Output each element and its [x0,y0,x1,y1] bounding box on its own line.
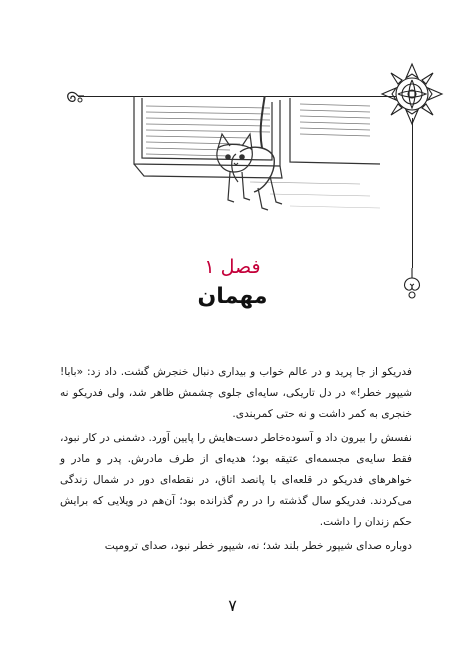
page-number: ۷ [228,596,237,615]
kitten-window-illustration [130,96,390,226]
chapter-number: فصل ۱ [204,256,261,278]
chapter-title: مهمان [197,284,268,309]
ornamental-right-line [412,118,413,268]
scroll-ornament-icon [64,88,88,108]
chapter-body [60,362,412,560]
paragraph: نفسش را بیرون داد و آسوده‌خاطر دست‌هایش را پایین آورد. دشمنی در کار نبود، فقط سایه‌ی مجسمه‌ای عتیقه بود؛ هدیه‌ای از طرف مادرش. پدر و مادر و خواهرهای فدریکو در قلعه‌ای با پانصد اتاق، در نقطه‌ای دور در شمال زندگی می‌کردند. فدریکو سال گذشته را در رم گذرانده بود؛ آن‌هم در ویلایی که برایش حکم زندان را داشت. [60,432,412,528]
paragraph: فدریکو از جا پرید و در عالم خواب و بیداری دنبال خنجرش گشت. داد زد: «بابا! شیپور خطر!» در دل تاریکی، سایه‌ای جلوی چشمش ظاهر شد، ولی فدریکو نه خنجری به کمر داشت و نه حتی کمربندی. [60,366,412,420]
paragraph: دوباره صدای شیپور خطر بلند شد؛ نه، شیپور خطر نبود، صدای ترومپت [104,540,412,552]
